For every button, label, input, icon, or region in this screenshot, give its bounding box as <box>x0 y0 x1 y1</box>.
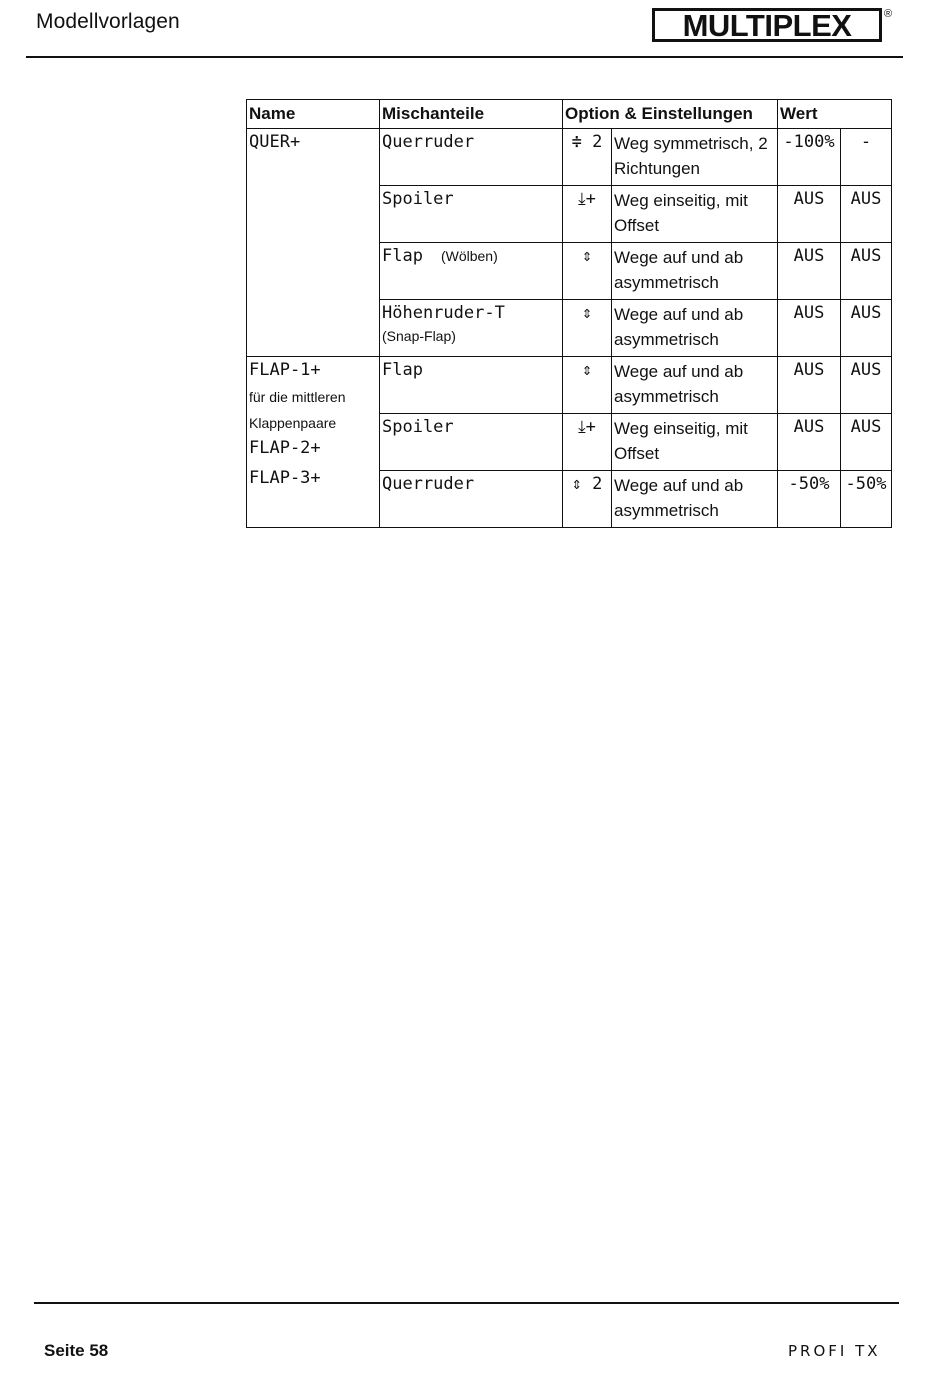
mix-name: Flap <box>382 360 423 380</box>
option-symbol: ≑ 2 <box>563 129 612 186</box>
footer-rule <box>34 1302 899 1304</box>
mixer-name: FLAP-1+ <box>249 360 321 380</box>
group-name-cell <box>247 129 380 357</box>
table-row <box>247 129 892 186</box>
option-description: Weg einseitig, mit Offset <box>612 186 778 243</box>
mixer-name-3: FLAP-3+ <box>249 468 321 488</box>
value-1: -100% <box>783 132 835 152</box>
option-symbol: ⤓+ <box>563 186 612 243</box>
value-1: -50% <box>788 474 830 494</box>
logo-text: MULTIPLEX <box>682 8 852 43</box>
option-description: Wege auf und ab asymmetrisch <box>612 357 778 414</box>
multiplex-logo <box>652 6 896 46</box>
mix-note: (Wölben) <box>440 248 498 264</box>
mix-name: Spoiler <box>382 189 454 209</box>
value-1: AUS <box>793 246 825 266</box>
header-option: Option & Einstellungen <box>563 100 778 129</box>
mixer-table <box>246 99 892 528</box>
value-2: AUS <box>850 189 882 209</box>
value-2: - <box>860 132 872 152</box>
option-symbol: ⇕ <box>563 357 612 414</box>
option-symbol: ⇕ <box>563 300 612 357</box>
table-row <box>247 357 892 414</box>
value-2: AUS <box>850 360 882 380</box>
value-2: AUS <box>850 303 882 323</box>
option-description: Wege auf und ab asymmetrisch <box>612 243 778 300</box>
group-name-cell <box>247 357 380 528</box>
mix-name: Querruder <box>382 132 475 152</box>
product-name: PROFI TX <box>788 1342 881 1360</box>
mix-name: Querruder <box>382 474 475 494</box>
value-2: AUS <box>850 246 882 266</box>
value-1: AUS <box>793 303 825 323</box>
option-description: Wege auf und ab asymmetrisch <box>612 471 778 528</box>
option-description: Wege auf und ab asymmetrisch <box>612 300 778 357</box>
option-description: Weg einseitig, mit Offset <box>612 414 778 471</box>
value-1: AUS <box>793 189 825 209</box>
mix-name: Flap <box>382 246 423 266</box>
header-rule <box>26 56 903 58</box>
mixer-name-2: FLAP-2+ <box>249 438 321 458</box>
mix-note: (Snap-Flap) <box>382 328 456 344</box>
mixer-note-line-1: für die mittleren <box>249 389 346 405</box>
option-symbol: ⇕ <box>563 243 612 300</box>
mixer-note-line-2: Klappenpaare <box>249 415 337 431</box>
registered-mark: ® <box>883 8 893 20</box>
page-number: Seite 58 <box>44 1341 109 1360</box>
mix-name: Höhenruder-T <box>382 303 505 323</box>
page-title: Modellvorlagen <box>36 10 180 33</box>
value-2: -50% <box>845 474 887 494</box>
option-description: Weg symmetrisch, 2 Richtungen <box>612 129 778 186</box>
value-1: AUS <box>793 417 825 437</box>
value-2: AUS <box>850 417 882 437</box>
mixer-name: QUER+ <box>249 132 301 152</box>
mix-name: Spoiler <box>382 417 454 437</box>
value-1: AUS <box>793 360 825 380</box>
option-symbol: ⇕ 2 <box>563 471 612 528</box>
header-name: Name <box>247 100 380 129</box>
option-symbol: ⤓+ <box>563 414 612 471</box>
header-mix: Mischanteile <box>380 100 563 129</box>
header-value: Wert <box>778 100 892 129</box>
